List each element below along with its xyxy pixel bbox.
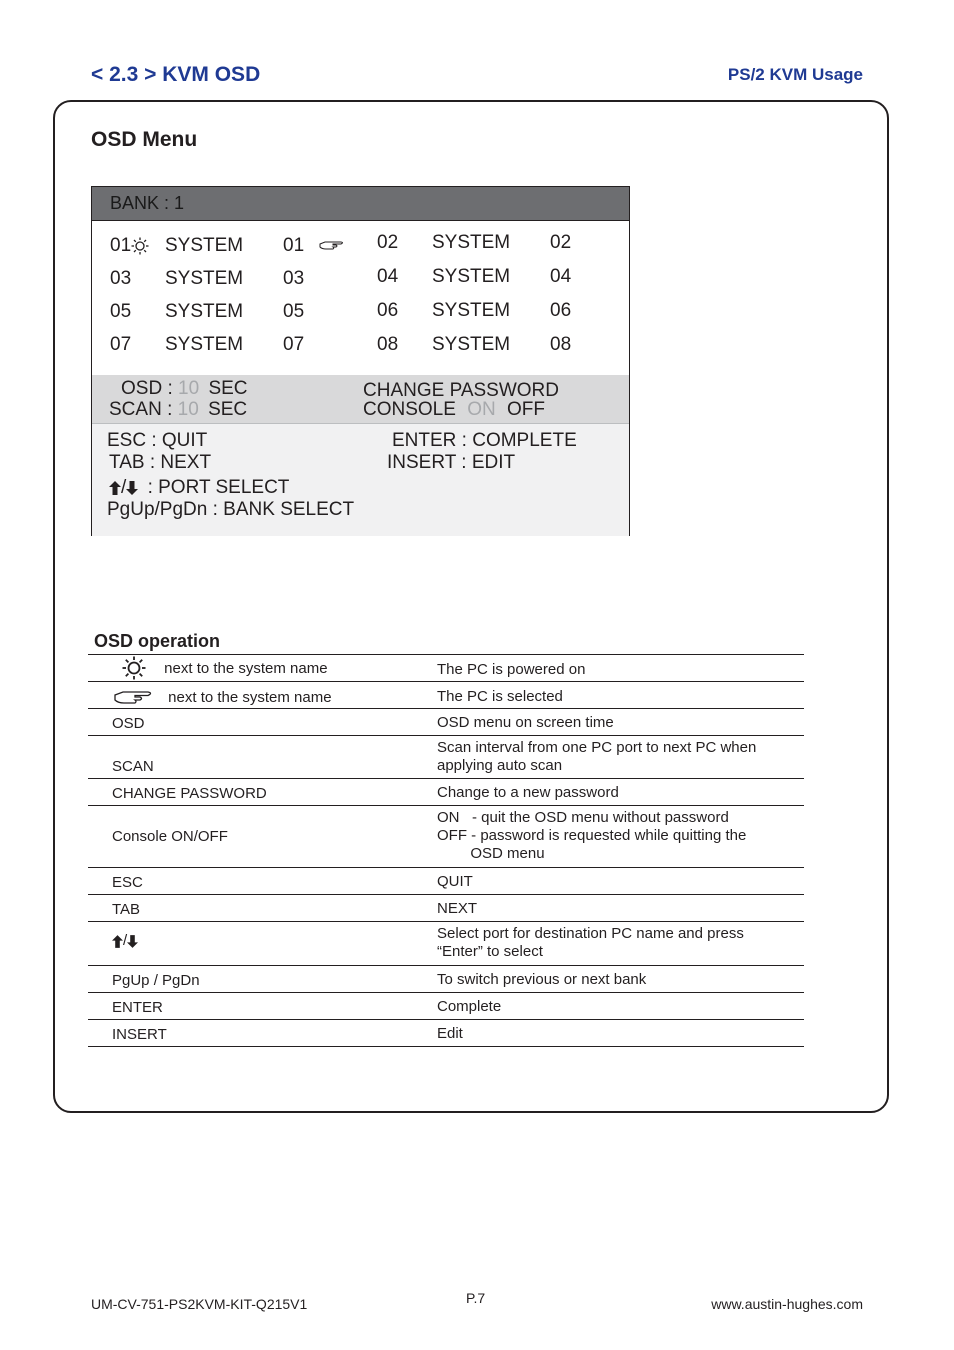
table-key-cell: [114, 688, 332, 706]
desc-line: “Enter” to select: [437, 943, 543, 960]
slash: /: [121, 477, 127, 498]
desc-line: OSD menu: [437, 845, 545, 862]
port-name: SYSTEM: [165, 301, 244, 322]
bank-label: BANK : 1: [110, 193, 185, 213]
table-key-cell: INSERT: [112, 1026, 167, 1043]
table-key-text: next to the system name: [168, 689, 332, 706]
key-help: [92, 423, 629, 536]
settings-bar: [92, 375, 629, 423]
table-desc-cell: OSD menu on screen time: [437, 714, 614, 731]
table-key-cell: PgUp / PgDn: [112, 972, 200, 989]
section-title: < 2.3 > KVM OSD: [91, 63, 261, 86]
port-num: 04: [377, 266, 399, 287]
table-row: [88, 736, 804, 779]
port-name: SYSTEM: [432, 300, 511, 321]
port-num: 02: [377, 232, 399, 253]
desc-line: applying auto scan: [437, 757, 563, 774]
table-desc-cell: The PC is selected: [437, 688, 563, 705]
port-id: 06: [550, 300, 572, 321]
port-num: 06: [377, 300, 399, 321]
console-on: ON: [467, 399, 496, 420]
port-name: SYSTEM: [432, 266, 511, 287]
insert-help: INSERT : EDIT: [387, 452, 516, 473]
console-option: [363, 399, 545, 421]
desc-line: OFF - password is requested while quitting the: [437, 827, 747, 844]
table-row: [88, 966, 804, 993]
table-key-text: next to the system name: [164, 659, 328, 677]
table-row: [88, 1020, 804, 1047]
table-row: [88, 806, 804, 868]
table-desc-cell: Complete: [437, 998, 502, 1015]
tab-help: TAB : NEXT: [109, 452, 212, 473]
website-link[interactable]: www.austin-hughes.com: [711, 1296, 863, 1312]
port-name: SYSTEM: [165, 268, 244, 289]
port-name: SYSTEM: [432, 232, 511, 253]
table-key-cell: ESC: [112, 874, 143, 891]
port-num: 08: [377, 334, 399, 355]
table-desc-cell: QUIT: [437, 873, 473, 890]
port-id: 03: [283, 268, 305, 289]
scan-time-value: 10: [177, 399, 199, 420]
pointing-hand-icon: [114, 690, 154, 706]
table-row: [88, 895, 804, 922]
table-key-cell: CHANGE PASSWORD: [112, 785, 267, 802]
table-row: [88, 655, 804, 682]
console-label: CONSOLE: [363, 399, 456, 420]
osd-operation-title: OSD operation: [94, 631, 221, 651]
arrow-down-icon: [126, 481, 138, 495]
table-key-text: /: [123, 932, 128, 949]
table-desc-cell: Edit: [437, 1025, 463, 1042]
pointing-hand-icon: [319, 240, 345, 252]
port-select-text: : PORT SELECT: [147, 477, 290, 498]
port-id: 08: [550, 334, 572, 355]
table-key-cell: OSD: [112, 715, 145, 732]
table-desc-cell: [437, 809, 746, 863]
table-row: [88, 682, 804, 709]
esc-help: ESC : QUIT: [107, 430, 208, 451]
bank-bar: [92, 187, 629, 221]
osd-operation-table: [88, 654, 804, 1047]
sun-icon: [131, 237, 149, 255]
port-id: 02: [550, 232, 572, 253]
port-id: 05: [283, 301, 305, 322]
table-desc-cell: [437, 925, 744, 961]
port-name: SYSTEM: [165, 334, 244, 355]
port-num: 05: [110, 301, 132, 322]
osd-time-value: 10: [178, 378, 200, 399]
table-row: [88, 779, 804, 806]
port-id: [283, 235, 345, 257]
table-key-cell: SCAN: [112, 758, 154, 775]
sun-icon: [122, 656, 146, 680]
table-row: [88, 868, 804, 895]
port-list: [92, 221, 629, 375]
arrow-up-icon: [112, 935, 123, 948]
desc-line: ON - quit the OSD menu without password: [437, 809, 729, 826]
scan-time-setting: [109, 399, 247, 421]
port-name: SYSTEM: [432, 334, 511, 355]
port-select-help: [109, 477, 289, 499]
scan-time-unit: SEC: [208, 399, 248, 420]
port-num: [110, 235, 149, 257]
arrow-up-icon: [109, 481, 121, 495]
port-id: 04: [550, 266, 572, 287]
chapter-title: PS/2 KVM Usage: [727, 65, 863, 84]
port-num: 03: [110, 268, 132, 289]
osd-menu-heading: OSD Menu: [91, 128, 198, 151]
port-num-text: 01: [110, 235, 132, 256]
enter-help: ENTER : COMPLETE: [392, 430, 577, 451]
arrow-down-icon: [127, 935, 138, 948]
table-key-cell: [112, 932, 138, 949]
change-password-option: CHANGE PASSWORD: [363, 380, 560, 401]
table-key-cell: Console ON/OFF: [112, 828, 228, 845]
table-key-cell: ENTER: [112, 999, 163, 1016]
document-code: UM-CV-751-PS2KVM-KIT-Q215V1: [91, 1296, 308, 1312]
table-desc-cell: To switch previous or next bank: [437, 971, 647, 988]
console-off: OFF: [506, 399, 545, 420]
table-desc-cell: NEXT: [437, 900, 478, 917]
desc-line: Scan interval from one PC port to next PC when: [437, 739, 757, 756]
scan-time-label: SCAN :: [109, 399, 173, 420]
port-num: 07: [110, 334, 132, 355]
port-name: SYSTEM: [165, 235, 244, 256]
port-id: 07: [283, 334, 305, 355]
bank-select-help: PgUp/PgDn : BANK SELECT: [107, 499, 355, 520]
table-key-cell: TAB: [112, 901, 141, 918]
table-desc-cell: Change to a new password: [437, 784, 619, 801]
table-desc-cell: The PC is powered on: [437, 661, 586, 678]
table-desc-cell: [437, 739, 756, 775]
table-row: [88, 993, 804, 1020]
table-row: [88, 922, 804, 966]
port-id-text: 01: [283, 235, 305, 256]
table-key-cell: [122, 656, 328, 680]
table-row: [88, 709, 804, 736]
osd-time-unit: SEC: [208, 378, 248, 399]
page-number: P.7: [466, 1290, 486, 1306]
desc-line: Select port for destination PC name and press: [437, 925, 744, 942]
osd-time-label: OSD :: [121, 378, 173, 399]
osd-screen: [91, 186, 630, 536]
osd-time-setting: [121, 378, 248, 400]
